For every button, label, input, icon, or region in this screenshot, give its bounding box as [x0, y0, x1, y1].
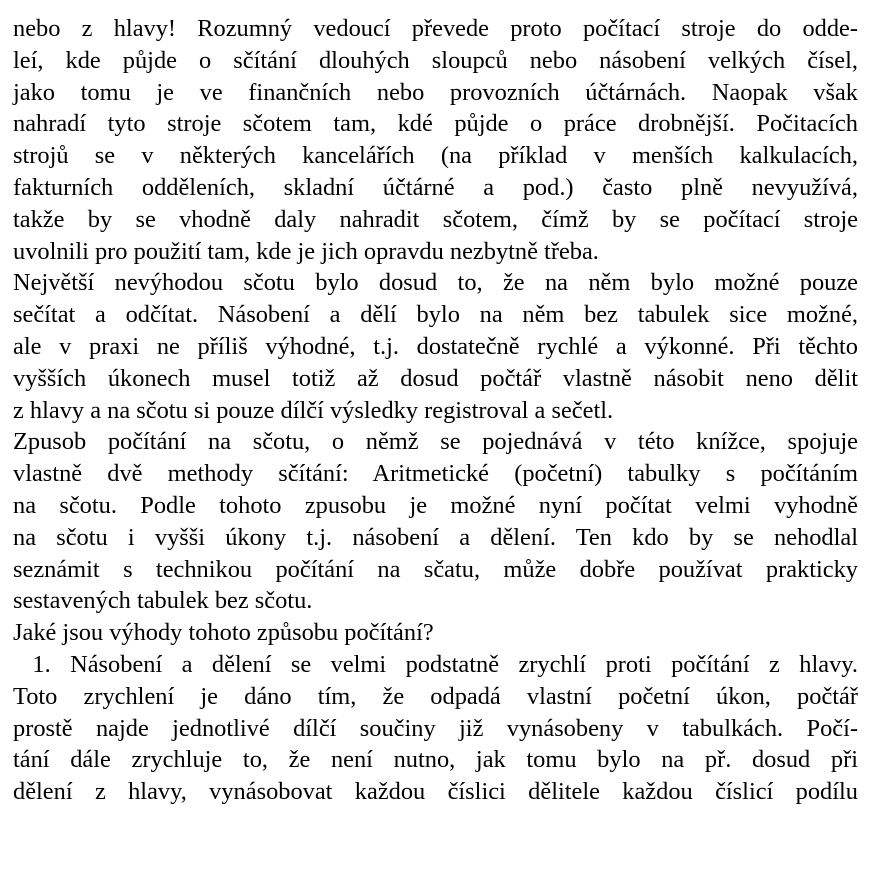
text-line-10: sečítat a odčítat. Násobení a dělí bylo na něm bez tabulek sice možné,: [13, 301, 858, 329]
text-line-7: takže by se vhodně daly nahradit sčotem, čímž by se počítací stroje: [13, 205, 858, 233]
text-line-15: vlastně dvě methody sčítání: Aritmetické (početní) tabulky s počítáním: [13, 460, 858, 488]
text-line-16: na sčotu. Podle tohoto zpusobu je možné nyní počítat velmi vyhodně: [13, 491, 858, 519]
text-line-11: ale v praxi ne příliš výhodné, t.j. dostatečně rychlé a výkonné. Při těchto: [13, 332, 858, 360]
text-line-18: seznámit s technikou počítání na sčatu, může dobře používat prakticky: [13, 555, 858, 583]
text-line-17: na sčotu i vyšši úkony t.j. násobení a dělení. Ten kdo by se nehodlal: [13, 523, 858, 551]
text-line-1: nebo z hlavy! Rozumný vedoucí převede proto počítací stroje do odde-: [13, 15, 858, 42]
text-line-14: Zpusob počítání na sčotu, o němž se pojednává v této knížce, spojuje: [13, 428, 858, 456]
text-line-19: sestavených tabulek bez sčotu.: [13, 587, 313, 615]
text-line-12: vyšších úkonech musel totiž až dosud počtář vlastně násobit neno dělit: [13, 364, 858, 392]
text-line-25: dělení z hlavy, vynásobovat každou číslici dělitele každou číslicí podílu: [13, 778, 858, 806]
text-line-4: nahradí tyto stroje sčotem tam, kdé půjde o práce drobnější. Počitacích: [13, 110, 858, 138]
text-line-2: leí, kde půjde o sčítání dlouhých sloupců nebo násobení velkých čísel,: [13, 46, 858, 74]
text-line-24: tání dále zrychluje to, že není nutno, jak tomu bylo na př. dosud při: [13, 746, 858, 774]
text-line-22: Toto zrychlení je dáno tím, že odpadá vlastní početní úkon, počtář: [13, 682, 858, 710]
text-line-6: fakturních odděleních, skladní účtárné a pod.) často plně nevyužívá,: [13, 173, 858, 201]
text-line-9: Největší nevýhodou sčotu bylo dosud to, že na něm bylo možné pouze: [13, 269, 858, 297]
text-line-21: 1. Násobení a dělení se velmi podstatně zrychlí proti počítání z hlavy.: [13, 650, 858, 678]
text-line-23: prostě najde jednotlivé dílčí součiny již vynásobeny v tabulkách. Počí-: [13, 714, 858, 742]
text-line-3: jako tomu je ve finančních nebo provozních účtárnách. Naopak však: [13, 78, 858, 106]
text-line-20: Jaké jsou výhody tohoto způsobu počítání?: [13, 619, 434, 647]
text-line-5: strojů se v některých kancelářích (na příklad v menších kalkulacích,: [13, 142, 858, 170]
text-line-13: z hlavy a na sčotu si pouze dílčí výsledky registroval a sečetl.: [13, 396, 614, 424]
text-line-8: uvolnili pro použití tam, kde je jich opravdu nezbytně třeba.: [13, 237, 599, 265]
